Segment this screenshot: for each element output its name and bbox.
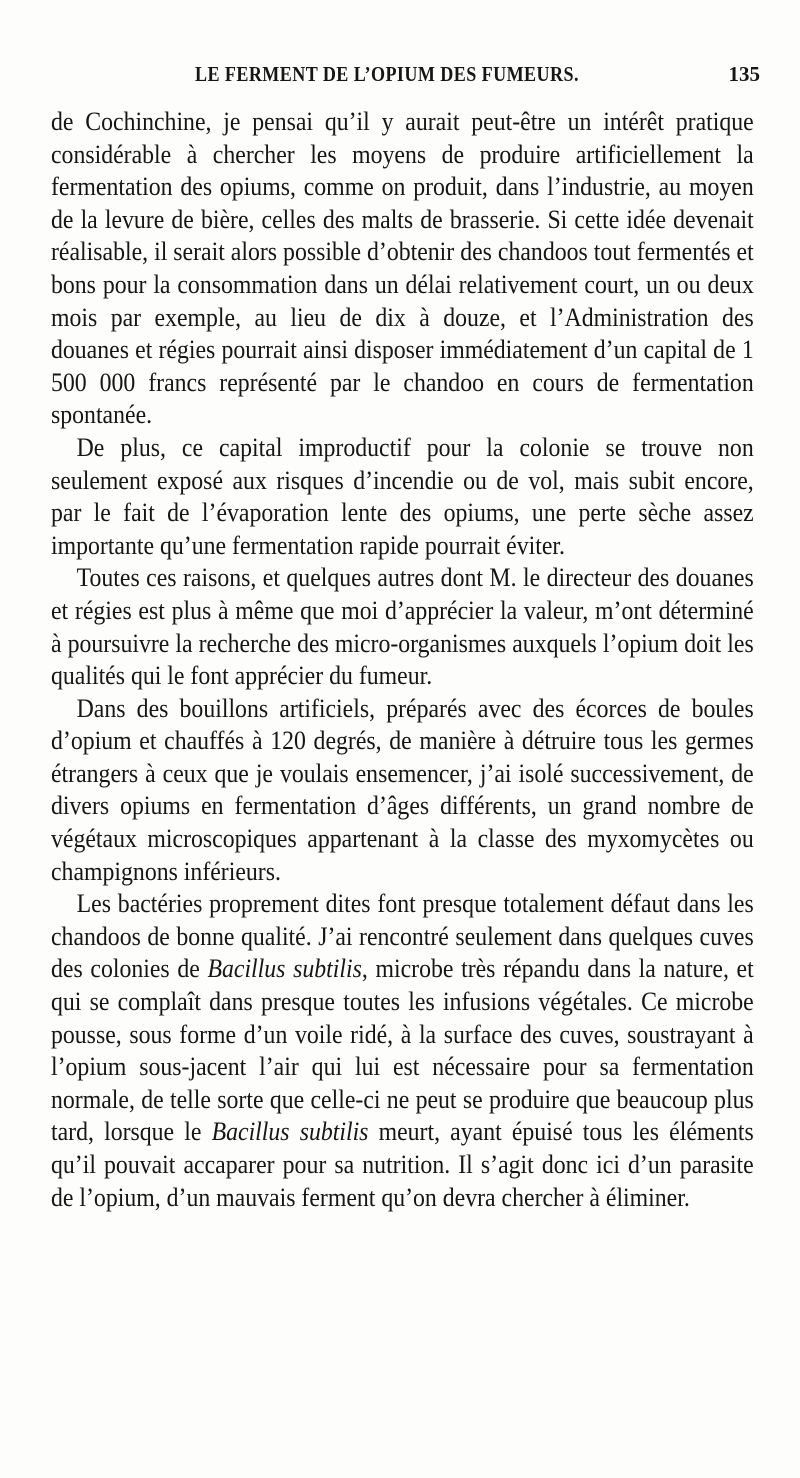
species-name-italic: Bacillus subtilis [211, 1117, 369, 1147]
paragraph-5 [51, 888, 754, 1214]
paragraph-2: De plus, ce capital improductif pour la colonie se trouve non seulement exposé aux risques d’incendie ou de vol, mais subit encore, par le fait de l’évaporation lente des opiums, une perte sèche assez importante qu’une fermentation rapide pourrait éviter. [51, 432, 754, 560]
page-header [50, 62, 760, 92]
paragraph-1: de Cochinchine, je pensai qu’il y aurait peut-être un intérêt pratique considérable à chercher les moyens de produire artificiellement la fermentation des opiums, comme on produit, dans l’industrie, au moyen de la levure de bière, celles des malts de brasserie. Si cette idée devenait réalisable, il serait alors possible d’obtenir des chandoos tout fermentés et bons pour la consommation dans un délai relativement court, un ou deux mois par exemple, au lieu de dix à douze, et l’Administration des douanes et régies pourrait ainsi disposer immédiatement d’un capital de 1 500 000 francs représenté par le chandoo en cours de fermentation spontanée. [51, 107, 754, 430]
page-number: 135 [728, 62, 760, 86]
paragraph-4: Dans des bouillons artificiels, préparés avec des écorces de boules d’opium et chauffés à 120 degrés, de manière à détruire tous les germes étrangers à ceux que je voulais ensemencer, j’ai isolé successivement, de divers opiums en fermentation d’âges différents, un grand nombre de végétaux microscopiques appartenant à la classe des myxomycètes ou champignons inférieurs. [51, 693, 754, 886]
paragraph-5-text-b: , microbe très répandu dans la nature, et qui se complaît dans presque toutes les infusions végétales. Ce microbe pousse, sous forme d’un voile ridé, à la surface des cuves, soustrayant à l’opium sous-jacent l’air qui lui est nécessaire pour sa fermentation normale, de telle sorte que celle-ci ne peut se produire que beaucoup plus tard, lorsque le [51, 954, 754, 1147]
paragraph-5-text-c: meurt, ayant épuisé tous les éléments qu’il pouvait accaparer pour sa nutrition. Il s’agit donc ici d’un parasite de l’opium, d’un mauvais ferment qu’on devra chercher à éliminer. [51, 1117, 754, 1212]
body-text [51, 106, 754, 1214]
paragraph-5-text-a: Les bactéries proprement dites font presque totalement défaut dans les chandoos de bonne qualité. J’ai rencontré seulement dans quelques cuves des colonies de [51, 889, 754, 984]
running-title: LE FERMENT DE L’OPIUM DES FUMEURS. [195, 62, 579, 86]
species-name-italic: Bacillus subtilis [207, 954, 362, 984]
paragraph-3: Toutes ces raisons, et quelques autres dont M. le directeur des douanes et régies est plus à même que moi d’apprécier la valeur, m’ont déterminé à poursuivre la recherche des micro-organismes auxquels l’opium doit les qualités qui le font apprécier du fumeur. [51, 563, 754, 691]
